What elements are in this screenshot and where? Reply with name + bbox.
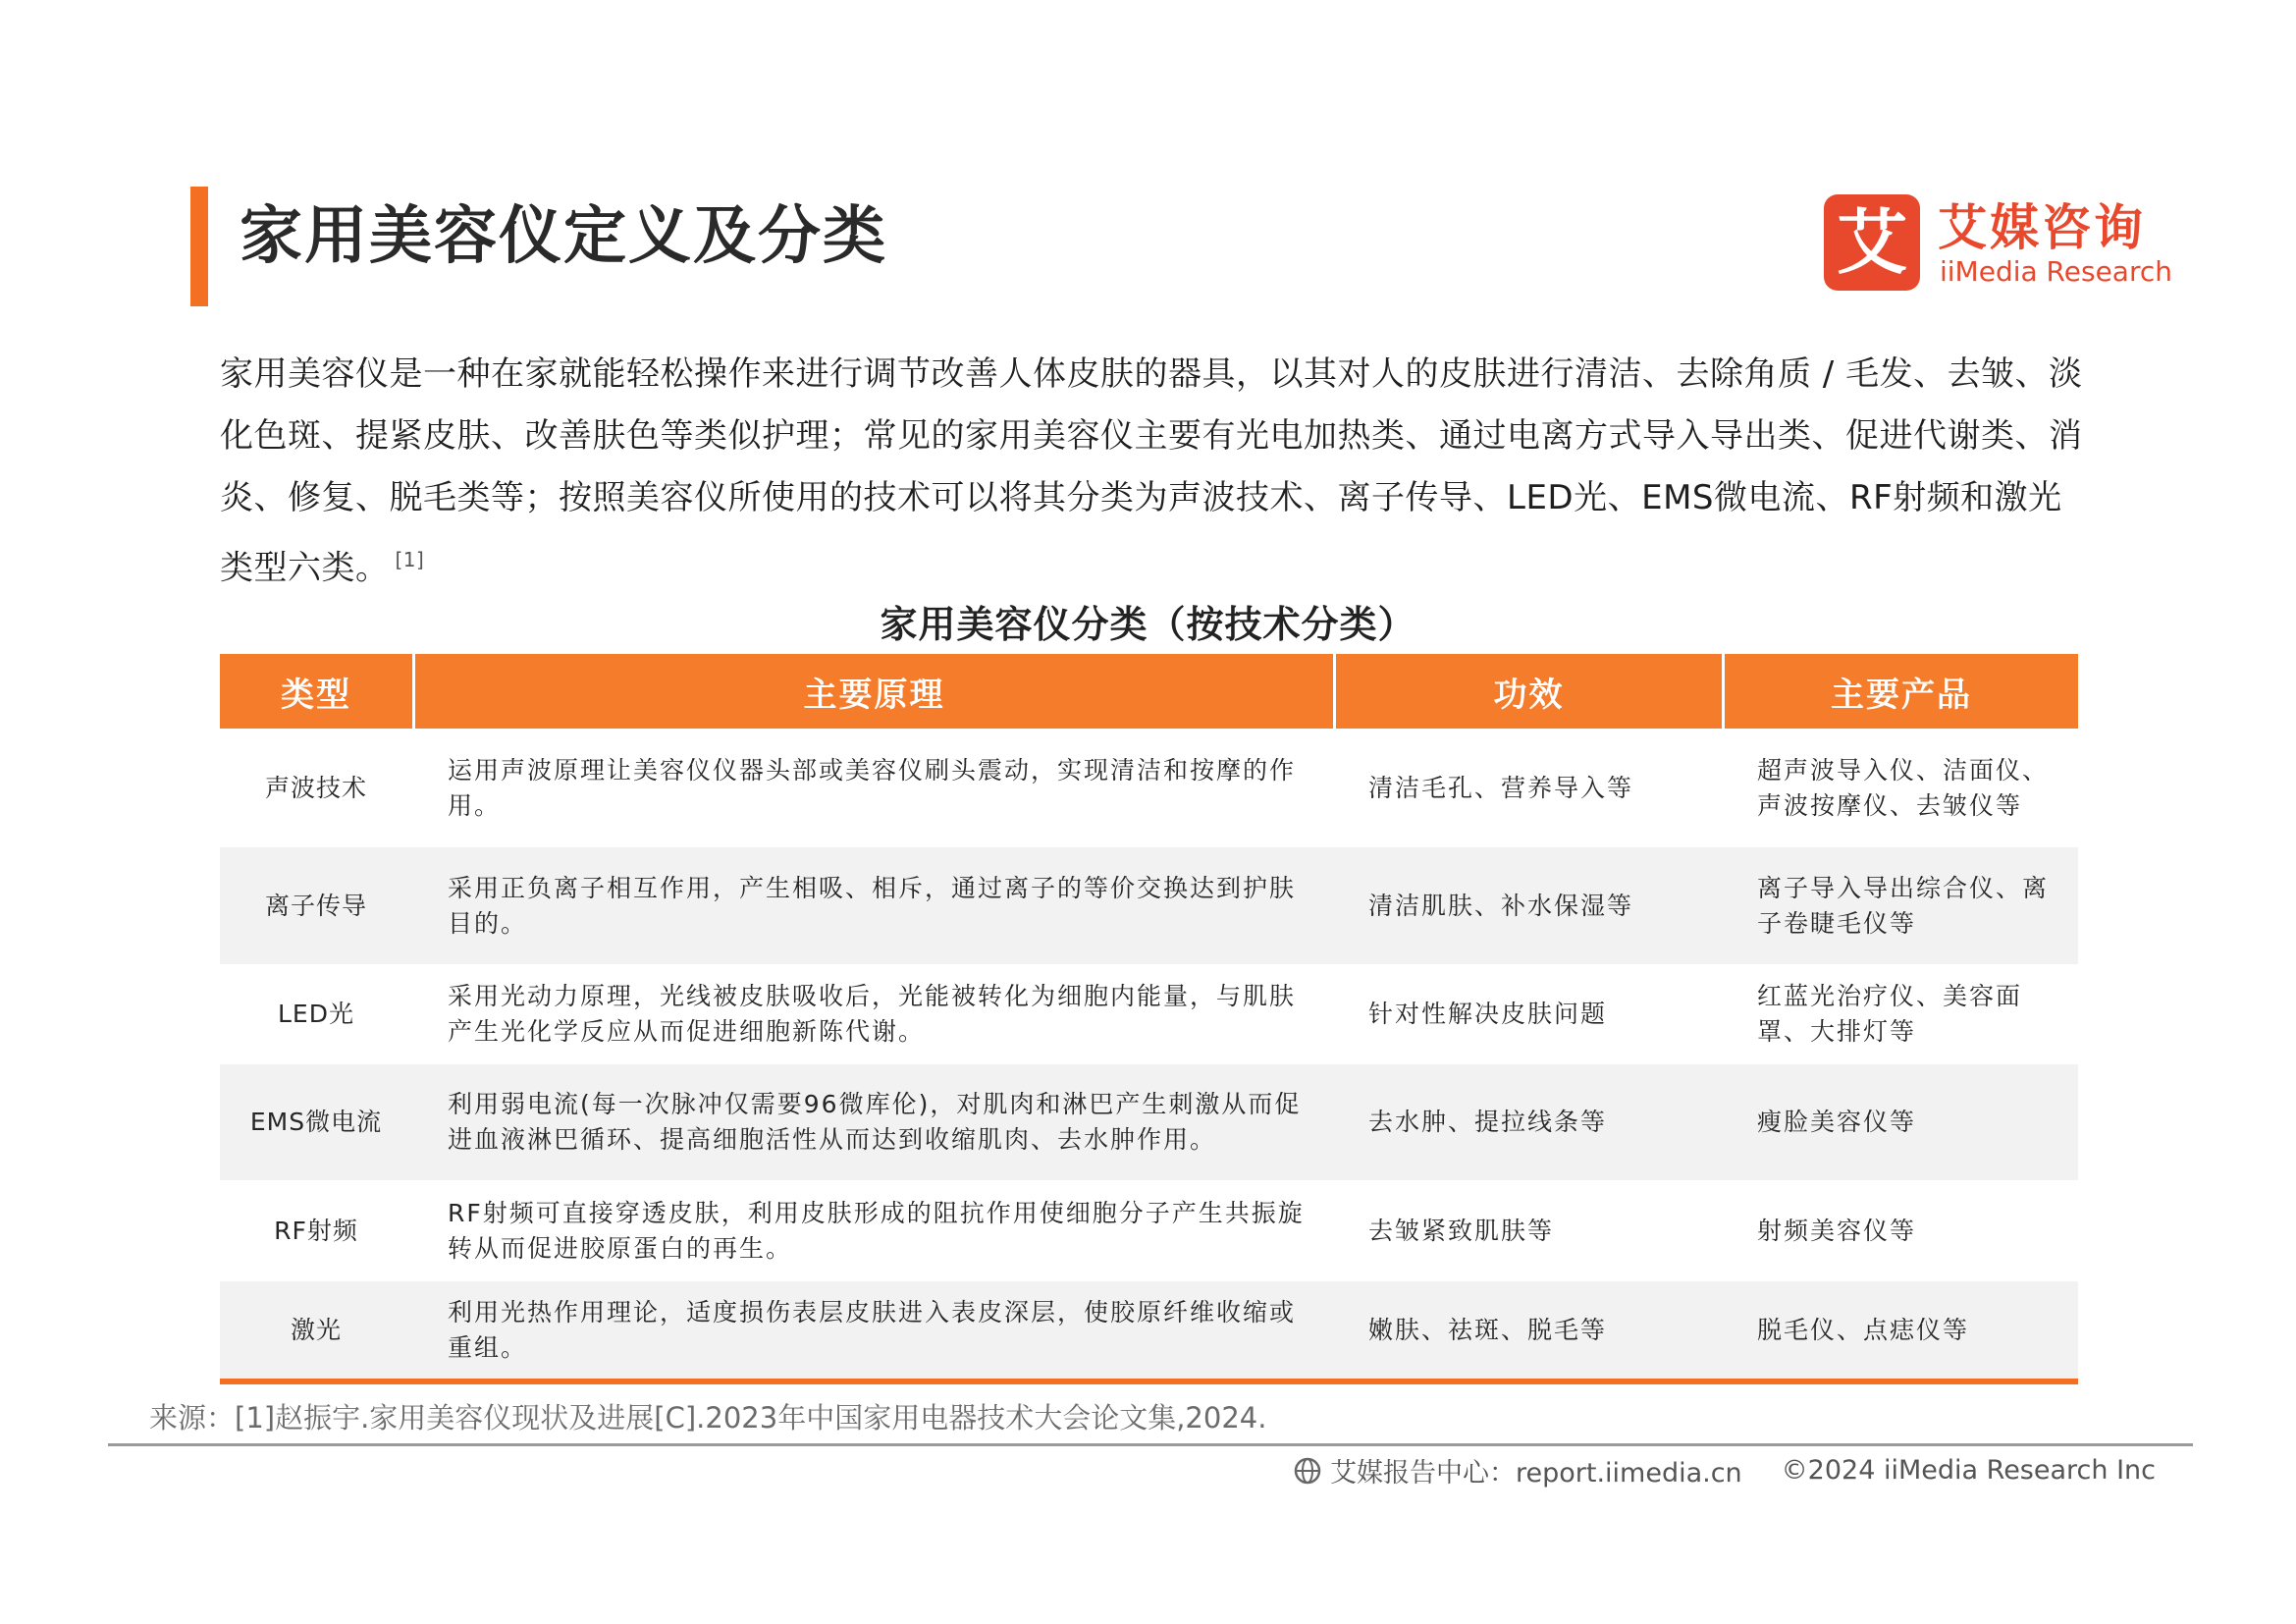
cell-principle: 采用光动力原理，光线被皮肤吸收后，光能被转化为细胞内能量，与肌肤产生光化学反应从而促进细胞新陈代谢。 <box>448 982 1297 1046</box>
cell-product: 超声波导入仪、洁面仪、声波按摩仪、去皱仪等 <box>1757 755 2050 820</box>
cell-product: 离子导入导出综合仪、离子卷睫毛仪等 <box>1757 873 2050 938</box>
intro-paragraph <box>220 344 2085 599</box>
table-bottom-rule <box>220 1379 2078 1384</box>
cell-effect: 嫩肤、祛斑、脱毛等 <box>1368 1315 1608 1344</box>
cell-product: 红蓝光治疗仪、美容面罩、大排灯等 <box>1757 982 2023 1046</box>
table-row <box>220 964 2078 1064</box>
cell-effect: 去皱紧致肌肤等 <box>1368 1216 1555 1245</box>
table-title: 家用美容仪分类（按技术分类） <box>880 603 1416 646</box>
cell-type: 激光 <box>290 1315 342 1344</box>
table-header-row <box>220 654 2078 729</box>
header-type: 类型 <box>281 675 351 715</box>
logo-mark-icon: 艾 <box>1824 194 1920 291</box>
intro-text: 家用美容仪是一种在家就能轻松操作来进行调节改善人体皮肤的器具，以其对人的皮肤进行清洁、去除角质 / 毛发、去皱、淡化色斑、提紧皮肤、改善肤色等类似护理；常见的家用美容仪主要有光电加热类、通过电离方式导入导出类、促进代谢类、消炎、修复、脱毛类等；按照美容仪所使用的技术可以将其分类为声波技术、离子传导、LED光、EMS微电流、RF射频和激光类型六类。 <box>220 354 2083 588</box>
cell-effect: 清洁毛孔、营养导入等 <box>1368 773 1634 802</box>
cell-type: RF射频 <box>274 1216 358 1245</box>
page-title: 家用美容仪定义及分类 <box>240 200 887 273</box>
table-row <box>220 1180 2078 1281</box>
globe-icon <box>1293 1456 1322 1486</box>
cell-product: 瘦脸美容仪等 <box>1757 1108 1917 1136</box>
title-accent-bar <box>190 187 208 306</box>
header-principle: 主要原理 <box>412 654 1333 729</box>
header-product: 主要产品 <box>1722 654 2078 729</box>
logo-chinese-name: 艾媒咨询 <box>1938 199 2146 256</box>
cell-effect: 针对性解决皮肤问题 <box>1368 1000 1608 1028</box>
cell-effect: 去水肿、提拉线条等 <box>1368 1108 1608 1136</box>
cell-product: 射频美容仪等 <box>1757 1216 1917 1245</box>
cell-principle: 采用正负离子相互作用，产生相吸、相斥，通过离子的等价交换达到护肤目的。 <box>448 873 1297 938</box>
logo-english-name: iiMedia Research <box>1940 255 2172 288</box>
cell-principle: RF射频可直接穿透皮肤，利用皮肤形成的阻抗作用使细胞分子产生共振旋转从而促进胶原蛋白的再生。 <box>448 1198 1305 1263</box>
footer <box>1293 1451 2156 1489</box>
cell-principle: 利用弱电流(每一次脉冲仅需要96微库伦)，对肌肉和淋巴产生刺激从而促进血液淋巴循环、提高细胞活性从而达到收缩肌肉、去水肿作用。 <box>448 1090 1302 1154</box>
table-row <box>220 1281 2078 1379</box>
cell-type: 离子传导 <box>264 891 367 920</box>
cell-type: EMS微电流 <box>249 1108 383 1136</box>
cell-type: LED光 <box>278 1000 354 1028</box>
cell-principle: 利用光热作用理论，适度损伤表层皮肤进入表皮深层，使胶原纤维收缩或重组。 <box>448 1297 1297 1362</box>
footer-report-center: 艾媒报告中心：report.iimedia.cn <box>1329 1458 1742 1489</box>
cell-effect: 清洁肌肤、补水保湿等 <box>1368 891 1634 920</box>
iimedia-logo <box>1824 194 2172 291</box>
table-row <box>220 729 2078 847</box>
intro-reference: [1] <box>395 548 425 571</box>
header-effect: 功效 <box>1333 654 1722 729</box>
footer-copyright: ©2024 iiMedia Research Inc <box>1781 1455 2156 1486</box>
table-row <box>220 1064 2078 1180</box>
source-citation: 来源：[1]赵振宇.家用美容仪现状及进展[C].2023年中国家用电器技术大会论文集,2024. <box>149 1401 1267 1435</box>
cell-principle: 运用声波原理让美容仪仪器头部或美容仪刷头震动，实现清洁和按摩的作用。 <box>448 755 1297 820</box>
footer-divider <box>108 1443 2193 1446</box>
cell-product: 脱毛仪、点痣仪等 <box>1757 1315 1970 1344</box>
cell-type: 声波技术 <box>264 773 367 802</box>
table-row <box>220 847 2078 964</box>
classification-table <box>220 654 2078 1384</box>
